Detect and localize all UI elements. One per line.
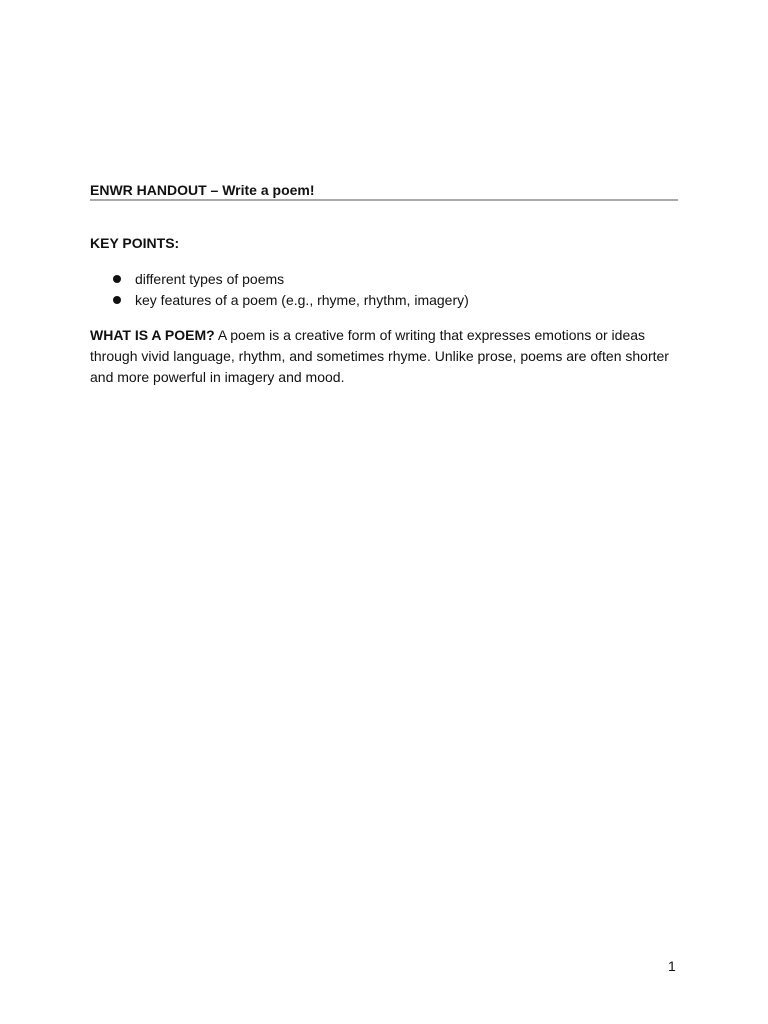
title-divider bbox=[90, 199, 678, 201]
handout-title: ENWR HANDOUT – Write a poem! bbox=[90, 182, 315, 198]
list-item bbox=[90, 269, 469, 290]
bullet-icon bbox=[113, 275, 121, 283]
definition-lead: WHAT IS A POEM? bbox=[90, 327, 215, 343]
bullet-icon bbox=[113, 296, 121, 304]
poem-definition-paragraph bbox=[90, 325, 680, 388]
list-item-text: different types of poems bbox=[135, 271, 285, 287]
list-item bbox=[90, 290, 469, 311]
page-number: 1 bbox=[668, 958, 676, 974]
definition-body: A poem is a creative form of writing that expresses emotions or ideas through vivid language, rhythm, and sometimes rhyme. Unlike prose, poems are often shorter and more powerful in imagery and mood. bbox=[90, 327, 669, 385]
key-points-heading: KEY POINTS: bbox=[90, 235, 180, 251]
list-item-text: key features of a poem (e.g., rhyme, rhythm, imagery) bbox=[135, 292, 469, 308]
key-points-list bbox=[90, 269, 469, 311]
